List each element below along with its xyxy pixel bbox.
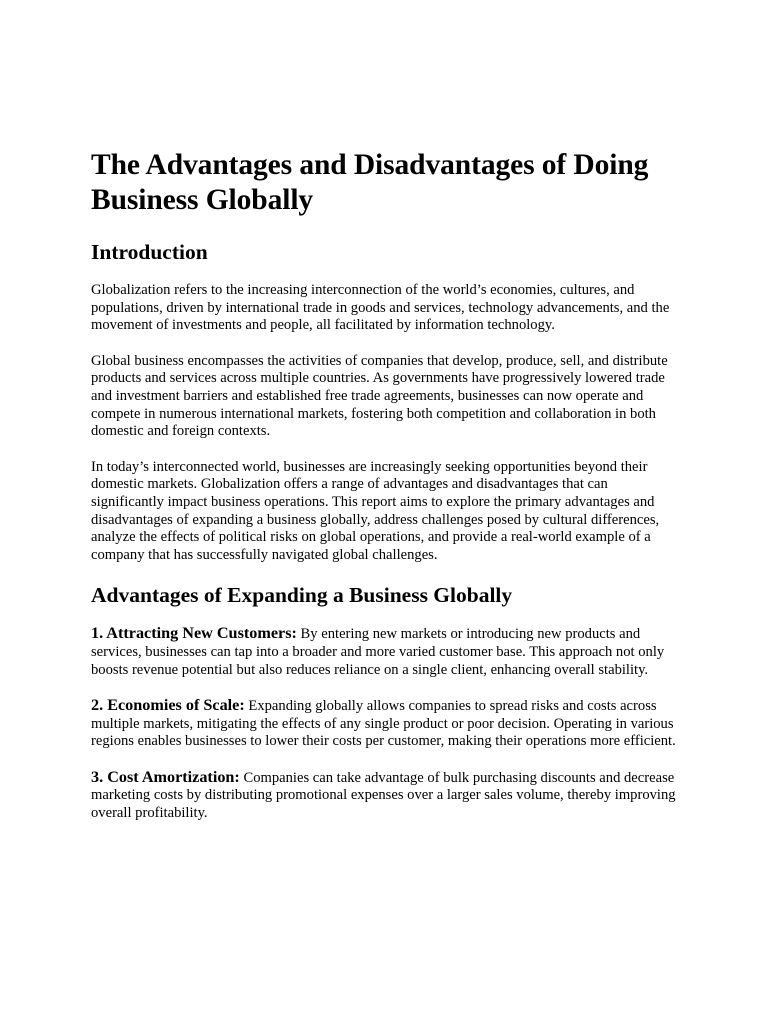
intro-paragraph-1: Globalization refers to the increasing interconnection of the world’s economies, cultures, and populations, driven by international trade in goods and services, technology advancements, and the movement of investments and people, all facilitated by information technology. — [91, 282, 670, 334]
advantages-heading: Advantages of Expanding a Business Globally — [91, 583, 513, 608]
advantage-text: By entering new markets or introducing new products and services, businesses can tap into a broader and more varied customer base. This approach not only boosts revenue potential but also reduces reliance on a single client, enhancing overall stability. — [91, 626, 665, 678]
intro-paragraph-2: Global business encompasses the activities of companies that develop, produce, sell, and distribute products and services across multiple countries. As governments have progressively lowered trade and investment barriers and established free trade agreements, businesses can now operate and compete in numerous international markets, fostering both competition and collaboration in both domestic and foreign contexts. — [91, 352, 668, 440]
intro-heading: Introduction — [91, 240, 208, 264]
advantage-item — [91, 625, 681, 679]
advantage-lead: 1. Attracting New Customers: — [91, 624, 297, 643]
document-page — [91, 148, 681, 841]
advantage-lead: 2. Economies of Scale: — [91, 696, 245, 715]
advantage-text: Companies can take advantage of bulk purchasing discounts and decrease marketing costs by distributing promotional expenses over a larger sales volume, thereby improving overall profitability. — [91, 769, 676, 822]
advantage-lead: 3. Cost Amortization: — [91, 767, 240, 786]
advantage-text: Expanding globally allows companies to spread risks and costs across multiple markets, mitigating the effects of any single product or poor decision. Operating in various regions enables businesses to lower their costs per customer, making their operations more efficient. — [91, 698, 676, 750]
advantage-item — [91, 697, 681, 751]
advantage-item — [91, 769, 681, 823]
intro-paragraph-3: In today’s interconnected world, businesses are increasingly seeking opportunities beyond their domestic markets. Globalization offers a range of advantages and disadvantages that can significantly impact business operations. This report aims to explore the primary advantages and disadvantages of expanding a business globally, address challenges posed by cultural differences, analyze the effects of political risks on global operations, and provide a real-world example of a company that has successfully navigated global challenges. — [91, 458, 660, 563]
document-title: The Advantages and Disadvantages of Doing Business Globally — [91, 149, 649, 216]
